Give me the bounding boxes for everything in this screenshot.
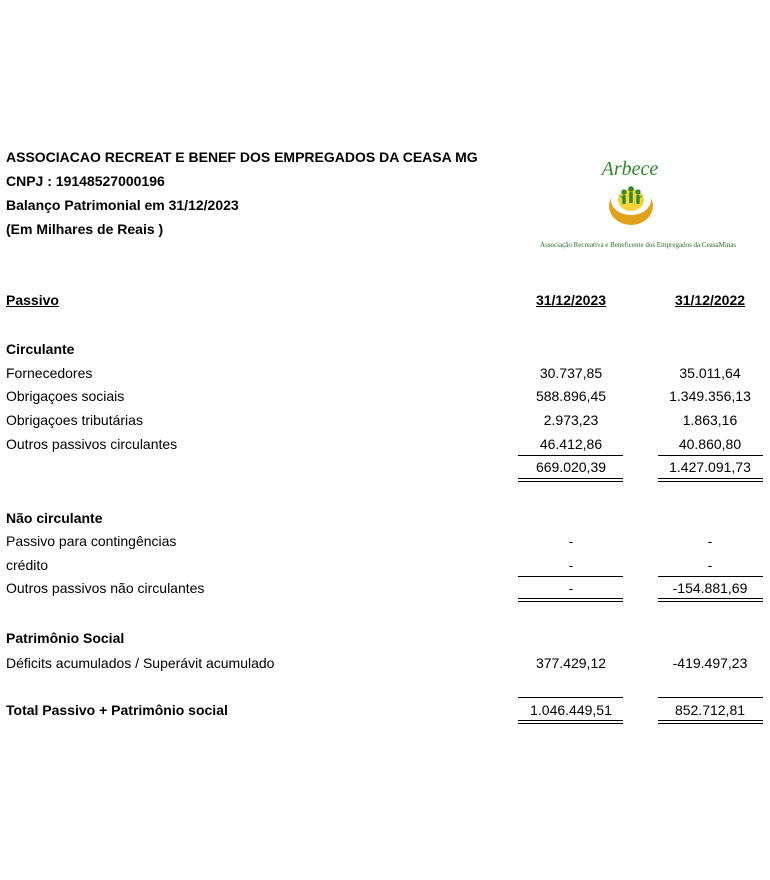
- value-2023: 377.429,12: [535, 655, 607, 671]
- total-label: Total Passivo + Patrimônio social: [6, 702, 228, 718]
- value-2022: -: [707, 533, 713, 549]
- column-header-2023: 31/12/2023: [535, 292, 607, 308]
- double-underline: [658, 598, 763, 602]
- logo-wordmark: Arbece: [601, 158, 659, 180]
- double-underline: [518, 598, 623, 602]
- row-label: Fornecedores: [6, 365, 93, 381]
- section-label-passivo: Passivo: [6, 292, 59, 308]
- circulante-total-2022: 1.427.091,73: [669, 459, 751, 475]
- organization-name: ASSOCIACAO RECREAT E BENEF DOS EMPREGADOS DA CEASA MG: [6, 149, 478, 165]
- double-underline: [658, 720, 763, 724]
- subtotal-rule: [518, 455, 623, 456]
- value-2023: 2.973,23: [543, 412, 599, 428]
- value-2023: 588.896,45: [535, 388, 607, 404]
- row-label: Outros passivos não circulantes: [6, 580, 205, 596]
- value-2022: -154.881,69: [672, 580, 748, 596]
- subtotal-rule: [658, 576, 763, 577]
- row-label: Outros passivos circulantes: [6, 436, 178, 452]
- value-2022: 1.349.356,13: [669, 388, 751, 404]
- value-2023: -: [568, 557, 574, 573]
- arbece-logo: [540, 148, 737, 252]
- total-rule: [518, 697, 623, 698]
- column-header-2022: 31/12/2022: [674, 292, 746, 308]
- double-underline: [658, 478, 763, 482]
- subtotal-rule: [518, 576, 623, 577]
- value-2022: 40.860,80: [678, 436, 742, 452]
- row-label: Obrigaçoes sociais: [6, 388, 125, 404]
- group-title-patrimonio-social: Patrimônio Social: [6, 630, 125, 646]
- cnpj-number: CNPJ : 19148527000196: [6, 173, 165, 189]
- row-label: Passivo para contingências: [6, 533, 177, 549]
- value-2023: 30.737,85: [539, 365, 603, 381]
- value-2022: 1.863,16: [682, 412, 738, 428]
- value-2022: -: [707, 557, 713, 573]
- arbece-emblem-icon: [540, 148, 730, 238]
- double-underline: [518, 478, 623, 482]
- group-title-nao-circulante: Não circulante: [6, 510, 103, 526]
- value-2023: -: [568, 533, 574, 549]
- report-title: Balanço Patrimonial em 31/12/2023: [6, 197, 239, 213]
- row-label: Déficits acumulados / Superávit acumulado: [6, 655, 275, 671]
- total-value-2023: 1.046.449,51: [530, 702, 612, 718]
- value-2022: 35.011,64: [679, 365, 741, 381]
- total-value-2022: 852.712,81: [674, 702, 746, 718]
- currency-units-note: (Em Milhares de Reais ): [6, 221, 164, 237]
- circulante-total-2023: 669.020,39: [535, 459, 607, 475]
- total-rule: [658, 697, 763, 698]
- logo-caption: Associação Recreativa e Beneficente dos Empregados da CeasaMinas: [540, 241, 737, 249]
- value-2022: -419.497,23: [672, 655, 748, 671]
- value-2023: 46.412,86: [539, 436, 603, 452]
- row-label: Obrigaçoes tributárias: [6, 412, 143, 428]
- double-underline: [518, 720, 623, 724]
- value-2023: -: [568, 580, 574, 596]
- row-label: crédito: [6, 557, 49, 573]
- subtotal-rule: [658, 455, 763, 456]
- group-title-circulante: Circulante: [6, 341, 75, 357]
